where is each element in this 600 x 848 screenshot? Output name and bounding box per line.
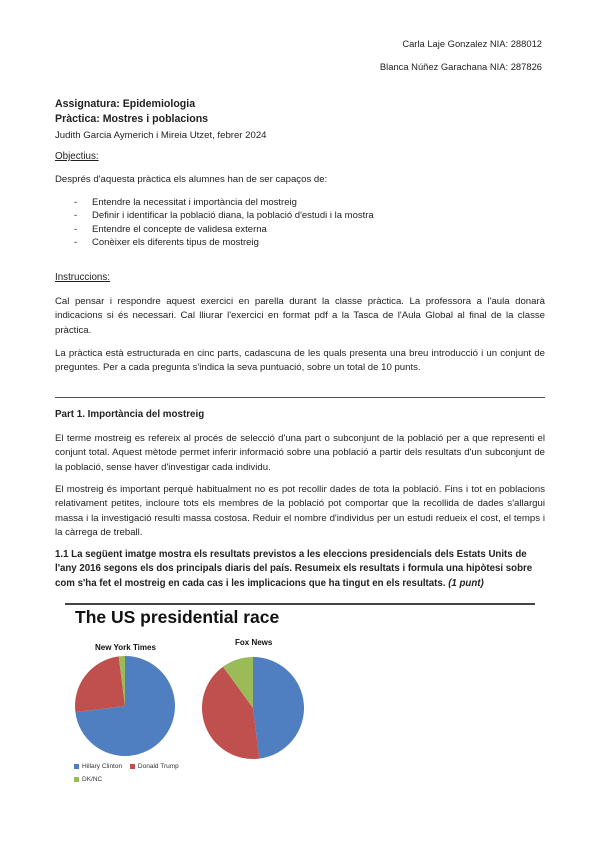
objective-item: - Definir i identificar la població diana, la població d'estudi i la mostra xyxy=(74,210,374,221)
chart-title: The US presidential race xyxy=(75,607,280,627)
subject-title: Assignatura: Epidemiologia xyxy=(55,98,196,110)
part1-paragraph-1: El terme mostreig es refereix al procés de selecció d'una part o subconjunt de la població per a que representi el conjunt total. Aquest mètode permet inferir informació sobre una població a partir dels resultats d'un subconjunt de la població, sense haver d'investigar cada individu. xyxy=(55,433,545,473)
instructions-paragraph-1: Cal pensar i respondre aquest exercici en parella durant la classe pràctica. La professora a l'aula donarà indicacions si és necessari. Cal lliurar l'exercici en format pdf a la Tasca de l'Aula Global al final de la classe pràctica. xyxy=(55,296,545,336)
author-1: Carla Laje Gonzalez NIA: 288012 xyxy=(402,38,542,49)
legend xyxy=(74,776,102,783)
legend-item-clinton: Hillary Clinton xyxy=(74,763,122,770)
part1-heading: Part 1. Importància del mostreig xyxy=(55,409,205,420)
practice-title: Pràctica: Mostres i poblacions xyxy=(55,113,209,125)
pie-label-nyt: New York Times xyxy=(95,643,156,652)
legend-item-trump: Donald Trump xyxy=(130,763,179,770)
author-2: Blanca Núñez Garachana NIA: 287826 xyxy=(379,61,542,72)
objective-item: - Entendre la necessitat i importància del mostreig xyxy=(74,197,297,208)
pie-label-fox: Fox News xyxy=(235,638,273,647)
instructions-heading: Instruccions: xyxy=(55,272,110,283)
part1-paragraph-2: El mostreig és important perquè habitualment no es pot recollir dades de tota la població. Fins i tot en poblacions relativament petites, incloure tots els membres de la població pot comportar que la recollida de dades s'allargui massa i la investigació resulti massa costosa. Reduir el nombre d'individus per un estudi redueix el cost, el temps i la càrrega de treball. xyxy=(55,484,545,538)
authors-date: Judith Garcia Aymerich i Mireia Utzet, febrer 2024 xyxy=(55,130,267,141)
pie-nyt xyxy=(75,656,175,756)
objective-item: - Conèixer els diferents tipus de mostreig xyxy=(74,237,259,248)
legend xyxy=(74,763,179,770)
instructions-paragraph-2: La pràctica està estructurada en cinc parts, cadascuna de les quals presenta una breu introducció i un conjunt de preguntes. Per a cada pregunta s'indica la seva puntuació, sobre un total de 10 punts. xyxy=(55,348,545,374)
legend-item-dknc: DK/NC xyxy=(74,776,102,783)
pie-slice-trump xyxy=(75,656,125,712)
objectives-heading: Objectius: xyxy=(55,151,99,162)
pie-fox xyxy=(202,657,304,759)
pie-slice-clinton xyxy=(253,657,304,759)
objective-item: - Entendre el concepte de validesa externa xyxy=(74,224,267,235)
question-1-1: 1.1 La següent imatge mostra els resultats previstos a les eleccions presidencials dels Estats Units de l'any 2016 segons els dos principals diaris del país. Resumeix els resultats i formula una hipòtesi sobre com s'ha fet el mostreig en cada cas i les implicacions que ha tingut en els resultats. (1 punt) xyxy=(55,549,533,589)
objectives-intro: Després d'aquesta pràctica els alumnes han de ser capaços de: xyxy=(55,174,328,185)
